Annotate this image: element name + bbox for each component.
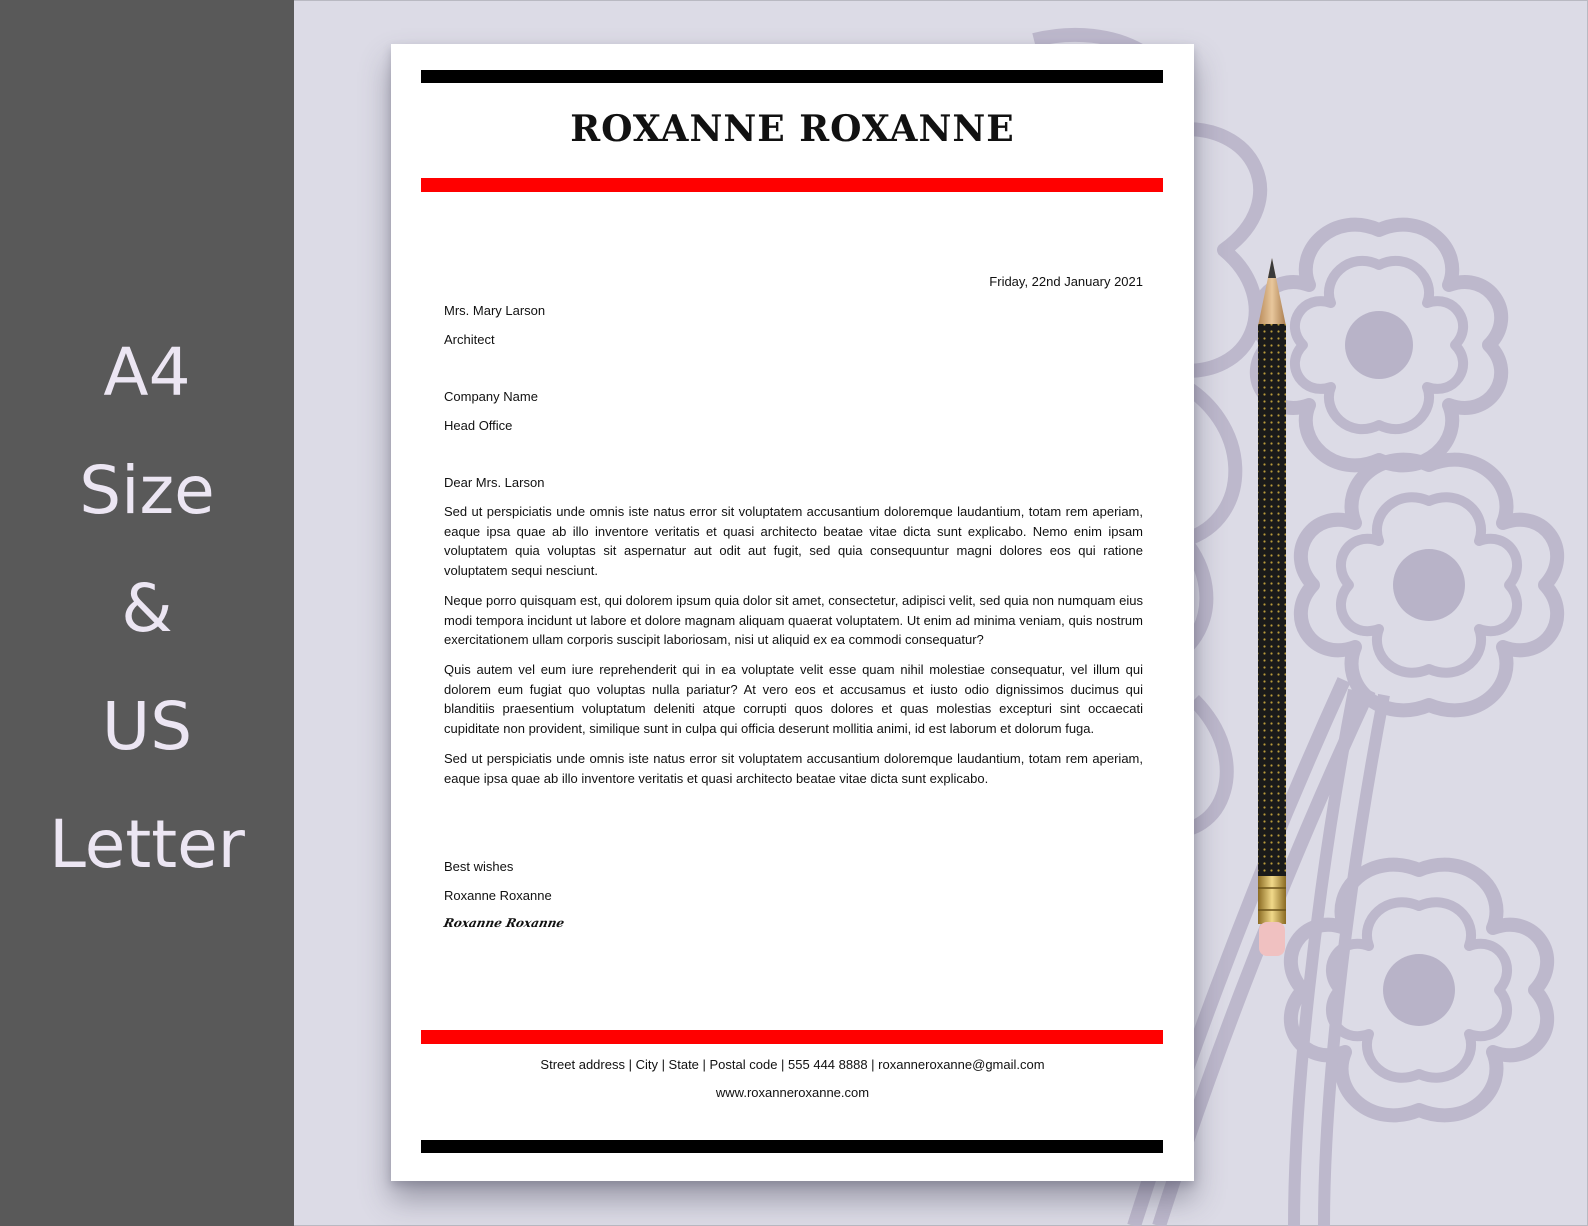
- salutation: Dear Mrs. Larson: [444, 475, 545, 490]
- footer-contact: Street address | City | State | Postal code | 555 444 8888 | roxanneroxanne@gmail.com: [540, 1057, 1045, 1072]
- footer-red-bar: [421, 1030, 1163, 1044]
- header-red-bar: [421, 178, 1163, 192]
- side-word-ampersand: &: [121, 570, 173, 647]
- body-paragraph: Sed ut perspiciatis unde omnis iste natus error sit voluptatem accusantium doloremque laudantium, totam rem aperiam, eaque ipsa quae ab illo inventore veritatis et quasi architecto beatae vitae dicta sunt explicabo.: [444, 751, 1143, 786]
- signature: Roxanne Roxanne: [442, 916, 566, 930]
- body-paragraph: Quis autem vel eum iure reprehenderit qui in ea voluptate velit esse quam nihil molestiae consequatur, vel illum qui dolorem eum fugiat quo voluptas nulla pariatur? At vero eos et accusamus et iusto odio dignissimos ducimus qui blanditiis praesentium voluptatum deleniti atque corrupti quos dolores et quas molestias excepturi sint occaecati cupiditate non provident, similique sunt in culpa qui officia deserunt mollitia animi, id est laborum et dolorum fuga.: [444, 662, 1143, 736]
- letter-page: [391, 44, 1194, 1181]
- letter-date: Friday, 22nd January 2021: [989, 274, 1143, 289]
- recipient-title: Architect: [444, 332, 495, 347]
- body-paragraph: Neque porro quisquam est, qui dolorem ipsum quia dolor sit amet, consectetur, adipisci velit, sed quia non numquam eius modi tempora incidunt ut labore et dolore magnam aliquam quaerat voluptatem. Ut enim ad minima veniam, quis nostrum exercitationem ullam corporis suscipit laboriosam, nisi ut aliquid ex ea commodi consequatur?: [444, 593, 1143, 647]
- closing: Best wishes: [444, 859, 514, 874]
- recipient-name: Mrs. Mary Larson: [444, 303, 546, 318]
- side-panel: [0, 0, 294, 1226]
- side-word-us: US: [101, 688, 193, 765]
- body-paragraph: Sed ut perspiciatis unde omnis iste natus error sit voluptatem accusantium doloremque laudantium, totam rem aperiam, eaque ipsa quae ab illo inventore veritatis et quasi architecto beatae vitae dicta sunt explicabo. Nemo enim ipsam voluptatem quia voluptas sit aspernatur aut odit aut fugit, sed quia consequuntur magni dolores eos qui ratione voluptatem sequi nesciunt.: [444, 504, 1143, 578]
- side-word-size: Size: [79, 452, 215, 529]
- side-word-letter: Letter: [49, 806, 245, 883]
- header-black-bar: [421, 70, 1163, 83]
- footer-website: www.roxanneroxanne.com: [715, 1085, 870, 1100]
- footer-black-bar: [421, 1140, 1163, 1153]
- recipient-office: Head Office: [444, 418, 513, 433]
- recipient-company: Company Name: [444, 389, 538, 404]
- letterhead-name: ROXANNE ROXANNE: [570, 108, 1015, 150]
- side-word-a4: A4: [103, 334, 191, 411]
- pencil-icon: [1254, 258, 1290, 978]
- signer-name: Roxanne Roxanne: [444, 888, 552, 903]
